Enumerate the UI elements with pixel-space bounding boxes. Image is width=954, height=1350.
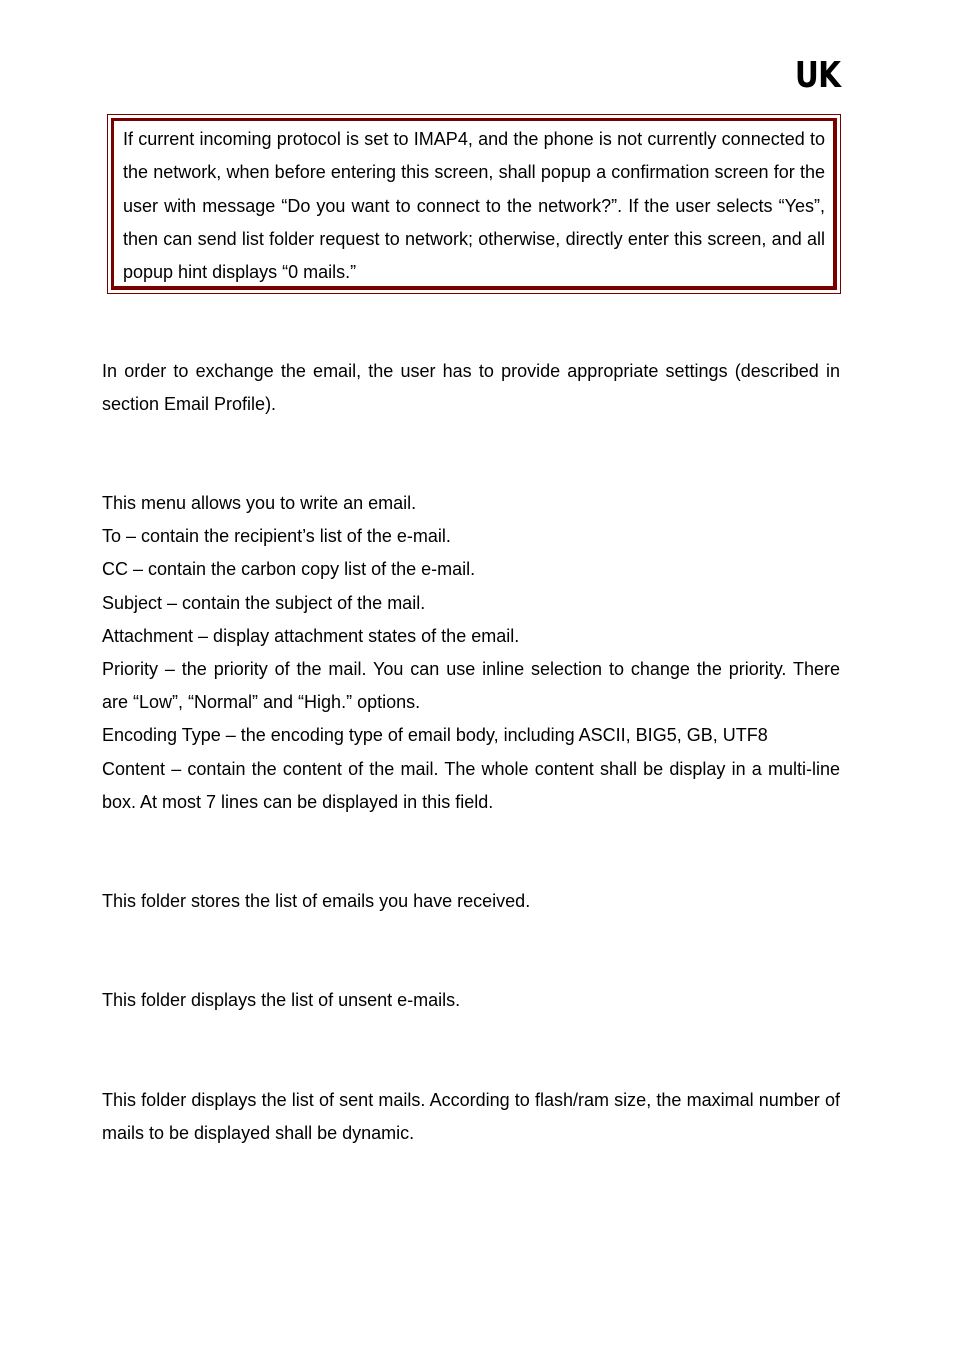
email-intro-paragraph: In order to exchange the email, the user has to provide appropriate settings (described in section Email Profile). [102, 361, 840, 415]
note-box [107, 114, 841, 294]
field-priority-description: Priority – the priority of the mail. You can use inline selection to change the priority. There are “Low”, “Normal” and “High.” options. [102, 659, 840, 713]
field-encoding-type-description: Encoding Type – the encoding type of email body, including ASCII, BIG5, GB, UTF8 [102, 725, 768, 746]
field-subject-description: Subject – contain the subject of the mail. [102, 592, 426, 613]
outbox-paragraph: This folder displays the list of unsent e-mails. [102, 990, 461, 1010]
field-to-description: To – contain the recipient’s list of the e-mail. [102, 526, 451, 547]
write-email-intro: This menu allows you to write an email. [102, 493, 417, 513]
inbox-paragraph: This folder stores the list of emails you have received. [102, 891, 531, 911]
field-content-description: Content – contain the content of the mail. The whole content shall be display in a multi-line box. At most 7 lines can be displayed in this field. [102, 758, 840, 812]
field-cc-description: CC – contain the carbon copy list of the e-mail. [102, 559, 476, 580]
write-email-section [102, 487, 840, 819]
field-attachment-description: Attachment – display attachment states of the email. [102, 625, 520, 646]
sent-paragraph: This folder displays the list of sent mails. According to flash/ram size, the maximal number of mails to be displayed shall be dynamic. [102, 1090, 840, 1144]
note-box-inner [111, 118, 837, 290]
region-label: UK [794, 55, 840, 96]
note-text: If current incoming protocol is set to IMAP4, and the phone is not currently connected to the network, when before entering this screen, shall popup a confirmation screen for the user with message “Do you want to connect to the network?”. If the user selects “Yes”, then can send list folder request to network; otherwise, directly enter this screen, and all popup hint displays “0 mails.” [123, 129, 825, 283]
